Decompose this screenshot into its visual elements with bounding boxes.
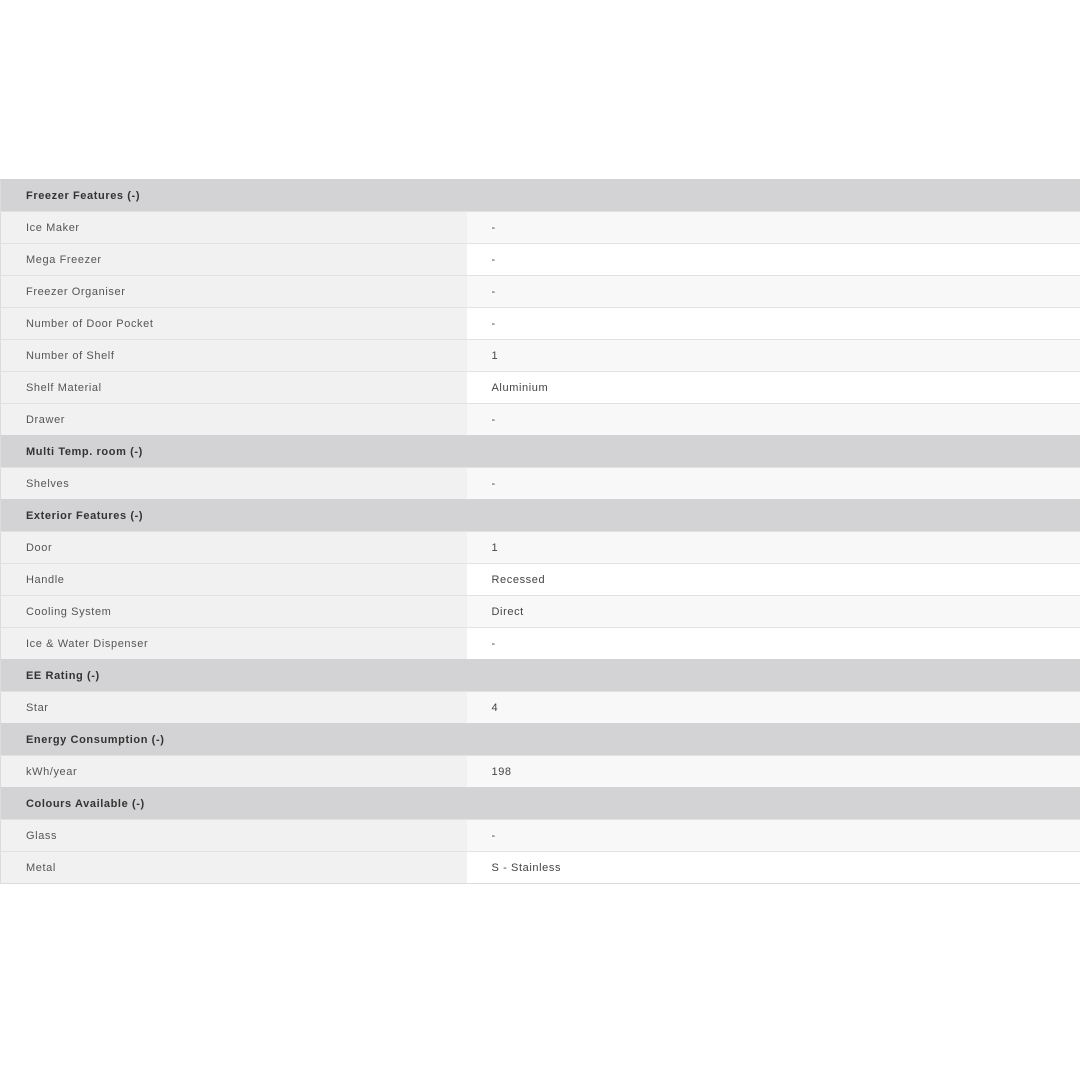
spec-row	[1, 244, 1080, 276]
spec-row	[1, 852, 1080, 884]
spec-value: -	[467, 212, 1080, 244]
spec-label: Star	[1, 692, 467, 724]
spec-row	[1, 212, 1080, 244]
spec-value: -	[467, 276, 1080, 308]
spec-label: Ice Maker	[1, 212, 467, 244]
spec-value: -	[467, 244, 1080, 276]
spec-row	[1, 308, 1080, 340]
section-title: Exterior Features (-)	[1, 500, 1080, 532]
spec-row	[1, 692, 1080, 724]
section-title: Energy Consumption (-)	[1, 724, 1080, 756]
specifications-table-body	[1, 180, 1080, 884]
spec-label: Drawer	[1, 404, 467, 436]
spec-value: S - Stainless	[467, 852, 1080, 884]
spec-row	[1, 404, 1080, 436]
spec-row	[1, 276, 1080, 308]
spec-label: Number of Shelf	[1, 340, 467, 372]
spec-row	[1, 756, 1080, 788]
spec-label: Handle	[1, 564, 467, 596]
spec-row	[1, 564, 1080, 596]
spec-label: Door	[1, 532, 467, 564]
spec-value: 198	[467, 756, 1080, 788]
specifications-table	[0, 179, 1080, 884]
section-title: Multi Temp. room (-)	[1, 436, 1080, 468]
spec-row	[1, 340, 1080, 372]
section-header-row	[1, 436, 1080, 468]
spec-value: -	[467, 404, 1080, 436]
spec-row	[1, 596, 1080, 628]
spec-value: Direct	[467, 596, 1080, 628]
spec-label: Glass	[1, 820, 467, 852]
spec-row	[1, 820, 1080, 852]
section-header-row	[1, 500, 1080, 532]
section-header-row	[1, 180, 1080, 212]
spec-value: Recessed	[467, 564, 1080, 596]
spec-label: Number of Door Pocket	[1, 308, 467, 340]
spec-label: Cooling System	[1, 596, 467, 628]
section-title: Freezer Features (-)	[1, 180, 1080, 212]
section-header-row	[1, 788, 1080, 820]
spec-row	[1, 532, 1080, 564]
spec-row	[1, 628, 1080, 660]
section-header-row	[1, 660, 1080, 692]
spec-label: Shelf Material	[1, 372, 467, 404]
spec-label: Shelves	[1, 468, 467, 500]
spec-label: Metal	[1, 852, 467, 884]
spec-value: 4	[467, 692, 1080, 724]
spec-row	[1, 372, 1080, 404]
spec-label: kWh/year	[1, 756, 467, 788]
spec-value: -	[467, 820, 1080, 852]
section-header-row	[1, 724, 1080, 756]
spec-value: -	[467, 308, 1080, 340]
spec-value: -	[467, 468, 1080, 500]
spec-value: 1	[467, 340, 1080, 372]
spec-label: Ice & Water Dispenser	[1, 628, 467, 660]
spec-value: Aluminium	[467, 372, 1080, 404]
section-title: EE Rating (-)	[1, 660, 1080, 692]
spec-row	[1, 468, 1080, 500]
spec-value: 1	[467, 532, 1080, 564]
spec-value: -	[467, 628, 1080, 660]
section-title: Colours Available (-)	[1, 788, 1080, 820]
spec-label: Freezer Organiser	[1, 276, 467, 308]
spec-label: Mega Freezer	[1, 244, 467, 276]
